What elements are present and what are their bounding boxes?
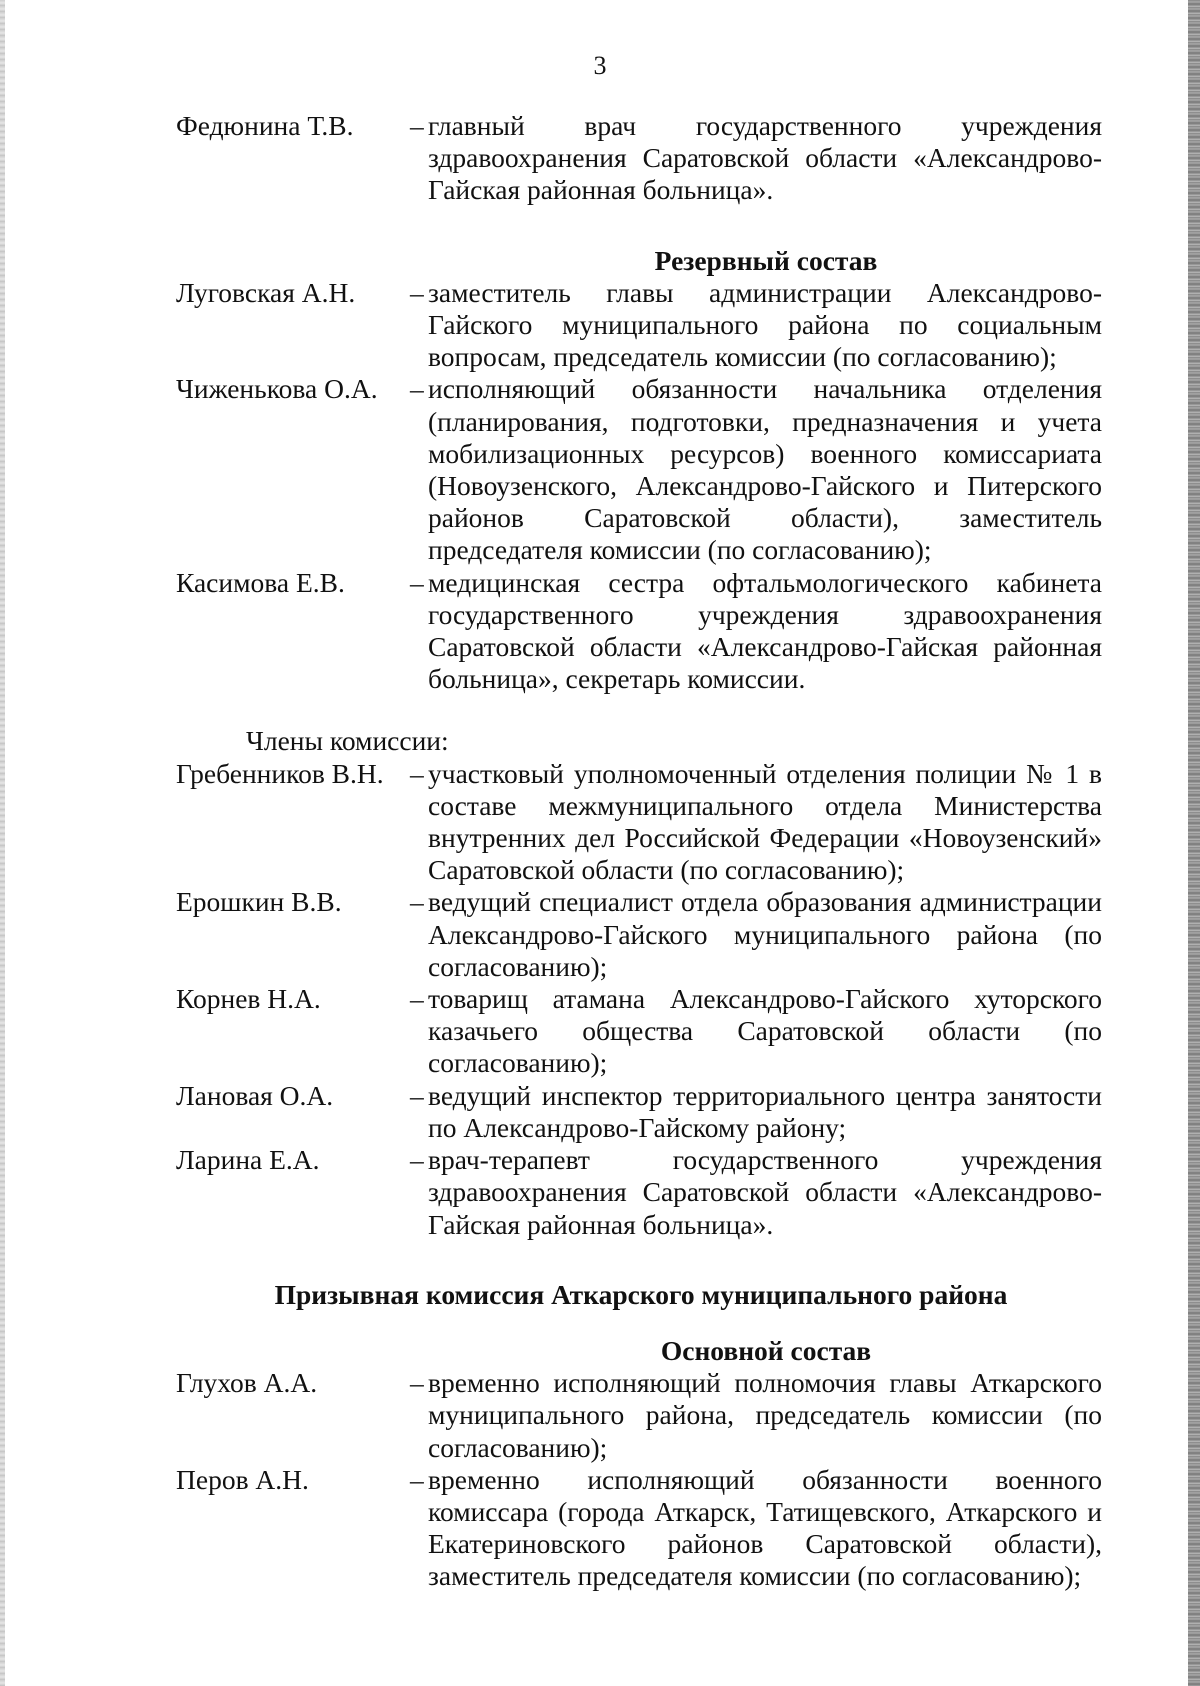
list-item (176, 1144, 1106, 1241)
person-position: ведущий специалист отдела образования администрации Александрово-Гайского муниципального района (по согласованию); (428, 886, 1102, 982)
dash-separator: – (410, 566, 424, 598)
person-position: медицинская сестра офтальмологического кабинета государственного учреждения здравоохранения Саратовской области «Александрово-Гайская районная больница», секретарь комиссии. (428, 566, 1102, 695)
person-position: врач-терапевт государственного учреждения здравоохранения Саратовской области «Александрово-Гайская районная больница». (428, 1144, 1102, 1240)
list-item (176, 1367, 1106, 1464)
person-position: временно исполняющий обязанности военного комиссара (города Аткарск, Татищевского, Аткарского и Екатериновского районов Саратовской области), заместитель председателя комиссии (по согласованию); (428, 1463, 1102, 1592)
dash-separator: – (410, 1367, 424, 1399)
list-item (176, 567, 1106, 696)
person-name: Касимова Е.В. (176, 566, 345, 598)
person-name: Федюнина Т.В. (176, 110, 354, 141)
section-heading-commission: Призывная комиссия Аткарского муниципального района (274, 1278, 1008, 1310)
spacer (176, 1311, 1106, 1335)
list-item (176, 110, 1106, 207)
list-item (176, 1464, 1106, 1593)
person-position: ведущий инспектор территориального центра занятости по Александрово-Гайскому району; (428, 1079, 1102, 1143)
person-position: главный врач государственного учреждения здравоохранения Саратовской области «Александрово-Гайская районная больница». (428, 110, 1102, 206)
person-position: исполняющий обязанности начальника отделения (планирования, подготовки, предназначения и учета мобилизационных ресурсов) военного комиссариата (Новоузенского, Александрово-Гайского и Питерского районов Саратовской области), заместитель председателя комиссии (по согласованию); (428, 373, 1102, 566)
person-name: Ерошкин В.В. (176, 886, 342, 918)
section-heading-reserve: Резервный состав (654, 244, 878, 276)
section-heading-main: Основной состав (660, 1334, 872, 1366)
person-position: временно исполняющий полномочия главы Аткарского муниципального района, председатель комиссии (по согласованию); (428, 1367, 1102, 1463)
scan-edge-left (0, 0, 5, 1686)
person-name: Ларина Е.А. (176, 1144, 320, 1176)
page-number: 3 (593, 51, 607, 80)
spacer (176, 1241, 1106, 1279)
list-item (176, 1080, 1106, 1144)
person-position: заместитель главы администрации Александрово-Гайского муниципального района по социальным вопросам, председатель комиссии (по согласованию); (428, 276, 1102, 373)
members-label: Члены комиссии: (246, 725, 449, 757)
person-name: Корнев Н.А. (176, 983, 321, 1015)
person-name: Луговская А.Н. (176, 276, 356, 308)
dash-separator: – (410, 110, 424, 141)
dash-separator: – (410, 1463, 424, 1495)
person-position: товарищ атамана Александрово-Гайского хуторского казачьего общества Саратовской области (по согласованию); (428, 983, 1102, 1079)
dash-separator: – (410, 1079, 424, 1111)
list-item (176, 983, 1106, 1080)
list-item (176, 886, 1106, 983)
dash-separator: – (410, 886, 424, 918)
dash-separator: – (410, 276, 424, 308)
person-position: участковый уполномоченный отделения полиции № 1 в составе межмуниципального отдела Министерства внутренних дел Российской Федерации «Новоузенский» Саратовской области (по согласованию); (428, 757, 1102, 886)
dash-separator: – (410, 757, 424, 789)
dash-separator: – (410, 373, 424, 405)
dash-separator: – (410, 983, 424, 1015)
list-item (176, 758, 1106, 887)
person-name: Чиженькова О.А. (176, 373, 378, 405)
person-name: Лановая О.А. (176, 1079, 334, 1111)
person-name: Глухов А.А. (176, 1367, 318, 1399)
person-name: Гребенников В.Н. (176, 757, 384, 789)
list-item (176, 277, 1106, 374)
spacer (176, 207, 1106, 245)
person-name: Перов А.Н. (176, 1463, 309, 1495)
spacer (176, 695, 1106, 725)
document-body (176, 110, 1106, 1593)
scan-edge-right (1188, 0, 1200, 1686)
list-item (176, 373, 1106, 566)
dash-separator: – (410, 1144, 424, 1176)
